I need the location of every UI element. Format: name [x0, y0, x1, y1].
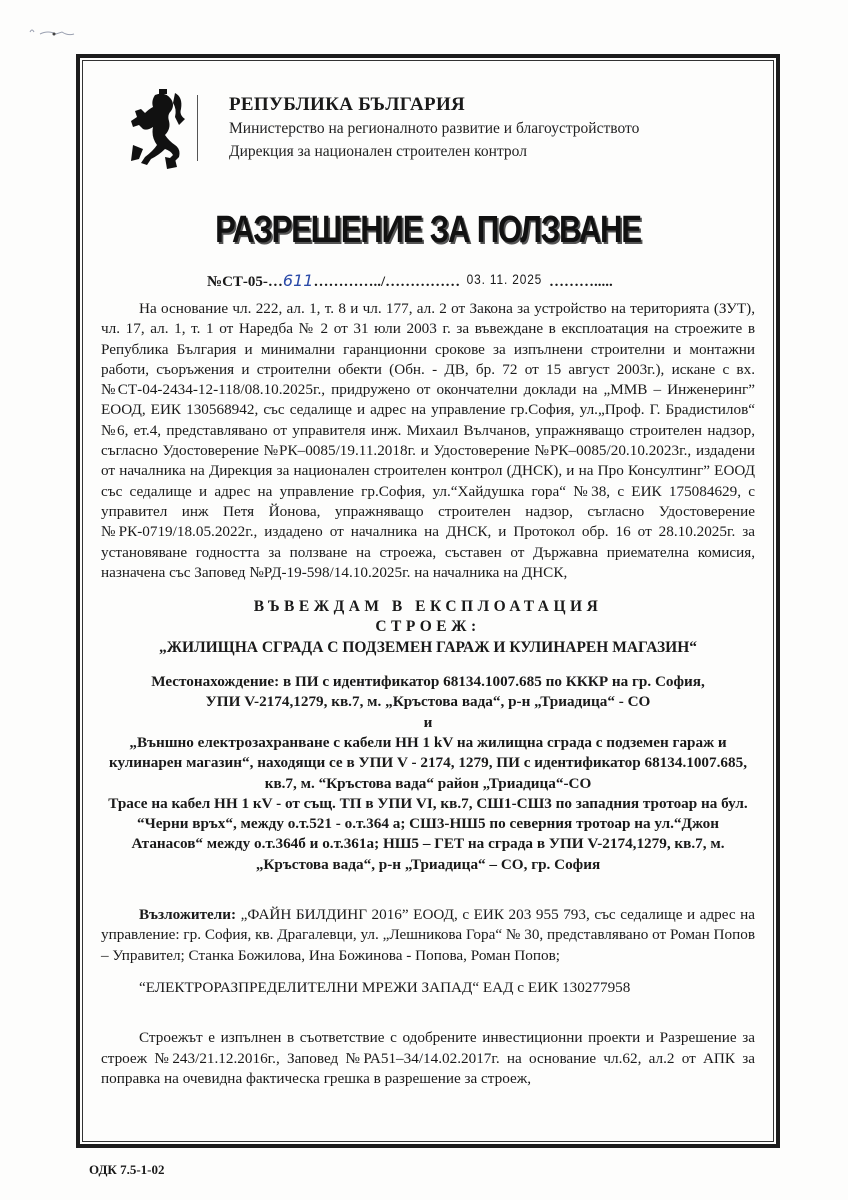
project-title: „ЖИЛИЩНА СГРАДА С ПОДЗЕМЕН ГАРАЖ И КУЛИНАРЕН МАГАЗИН“	[158, 638, 698, 656]
document-frame	[82, 60, 774, 1142]
document-number-prefix: №СТ-05-…	[207, 274, 283, 290]
closing-paragraph: Строежът е изпълнен в съответствие с одобрените инвестиционни проекти и Разрешение за строеж №243/21.12.2016г., Заповед №РА51–34/14.02.2017г. на основание чл.62, ал.2 от АПК за поправка на очевидна фактическа грешка в разрешение за строеж,	[101, 1029, 755, 1087]
handwritten-number: 611	[282, 271, 314, 290]
ministry-name: Министерство на регионалното развитие и благоустройството	[229, 120, 640, 137]
construction-heading: СТРОЕЖ:	[375, 618, 481, 636]
document-title: РАЗРЕШЕНИЕ ЗА ПОЛЗВАНЕ	[215, 209, 641, 251]
pen-scribble-mark	[28, 24, 88, 44]
location-line-1: Местонахождение: в ПИ с идентификатор 68134.1007.685 по КККР на гр. София,	[151, 673, 705, 691]
second-assignor: “ЕЛЕКТРОРАЗПРЕДЕЛИТЕЛНИ МРЕЖИ ЗАПАД“ ЕАД с ЕИК 130277958	[139, 978, 631, 996]
location-line-4: Трасе на кабел НН 1 кV - от същ. ТП в УПИ VI, кв.7, СШ1-СШ3 по западния тротоар на бул. “Черни връх“, между о.т.521 - о.т.364 а; СШ3-НШ5 по северния тротоар на ул.“Джон Атанасов“ между о.т.364б и о.т.361а; НШ5 – ГЕТ на сграда в УПИ V-2174,1279, кв.7, м. „Кръстова вада“, р-н „Триадица“ – СО, гр. София	[108, 794, 748, 873]
assignors-text: „ФАЙН БИЛДИНГ 2016” ЕООД, с ЕИК 203 955 793, със седалище и адрес на управление: гр. София, кв. Драгалевци, ул. „Лешникова Гора“ № 30, представлявано от Роман Попов – Управител; Станка Божилова, Ина Божинова - Попова, Роман Попов;	[101, 906, 755, 964]
intro-paragraph: На основание чл. 222, ал. 1, т. 8 и чл. 177, ал. 2 от Закона за устройство на територията (ЗУТ), чл. 17, ал. 1, т. 1 от Наредба № 2 от 31 юли 2003 г. за въвеждане в експлоатация на строежите в Република България и минимални гаранционни срокове за изпълнени строителни и монтажни работи, съоръжения и строителни обекти (Обн. - ДВ, бр. 72 от 15 август 2003г.), искане с вх.№СТ-04-2434-12-118/08.10.2025г., придружено от окончателни доклади на „ММВ – Инженеринг” ЕООД, ЕИК 130568942, със седалище и адрес на управление гр.София, ул.„Проф. Г. Брадистилов“ №6, ет.4, представлявано от управителя инж. Михаил Вълчанов, упражняващо строителен надзор, съгласно Удостоверение №РК–0085/19.11.2018г. и Удостоверение №РК–0085/20.10.2023г., издадени от началника на Дирекция за национален строителен контрол (ДНСК), и на Про Консултинг” ЕООД със седалище и адрес на управление гр.София, ул.“Хайдушка гора“ №38, с ЕИК 175084629, с управител инж Петя Йонова, упражняващо строителен надзор, съгласно Удостоверение №РК-0719/18.05.2022г., издадено от началника на ДНСК, и Протокол обр. 16 от 28.10.2025г. за установяване годността за ползване на строежа, съставен от Държавна приемателна комисия, назначена със Заповед №РД-19-598/14.10.2025г. на началника на ДНСК,	[101, 300, 755, 581]
document-body	[101, 299, 755, 1089]
document-number-dots: …………../……………	[313, 274, 461, 290]
document-number-line	[207, 271, 613, 291]
decision-heading: ВЪВЕЖДАМ В ЕКСПЛОАТАЦИЯ	[253, 598, 603, 616]
assignors-paragraph	[101, 905, 755, 966]
date-stamp: 03. 11. 2025	[466, 271, 543, 287]
country-name: РЕПУБЛИКА БЪЛГАРИЯ	[229, 94, 466, 115]
letterhead	[105, 83, 745, 173]
assignors-label: Възложители:	[139, 906, 237, 924]
location-and: и	[423, 713, 433, 731]
directorate-name: Дирекция за национален строителен контрол	[229, 143, 527, 160]
location-line-3: „Външно електрозахранване с кабели НН 1 kV на жилищна сграда с подземен гараж и кулинарен магазин“, находящи се в УПИ V - 2174, 1279, ПИ с идентификатор 68134.1007.685, кв.7, м. “Кръстова вада“ район „Триадица“-СО	[108, 733, 747, 792]
location-line-2: УПИ V-2174,1279, кв.7, м. „Кръстова вада“, р-н „Триадица“ - СО	[205, 693, 651, 711]
form-code: ОДК 7.5-1-02	[89, 1162, 165, 1177]
lion-emblem-icon	[125, 85, 189, 171]
header-divider	[197, 95, 198, 161]
date-dots: ……….....	[548, 274, 613, 290]
